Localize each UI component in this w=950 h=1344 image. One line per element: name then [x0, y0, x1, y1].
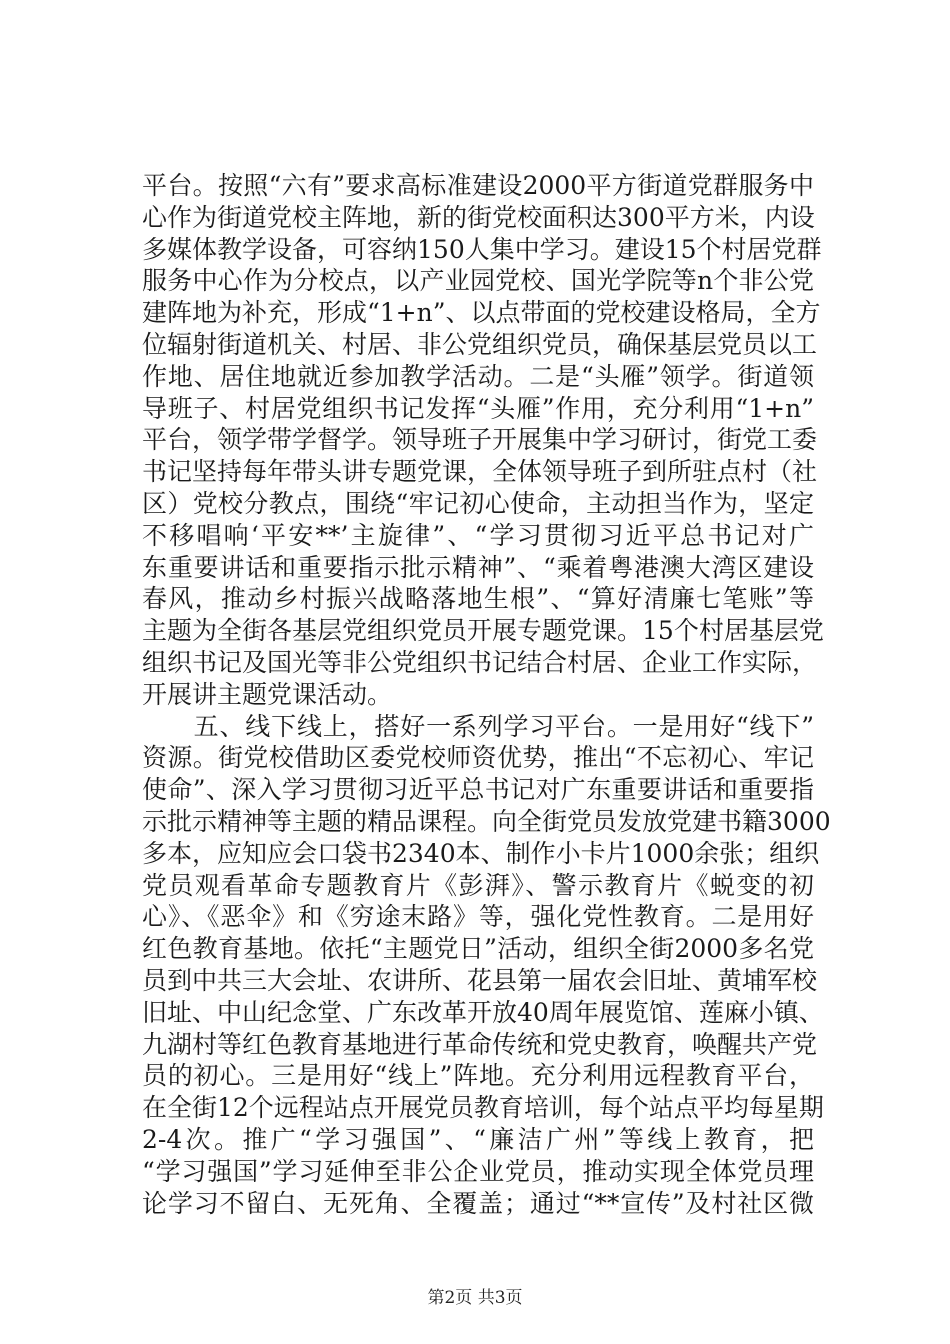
text-line: 组织书记及国光等非公党组织书记结合村居、企业工作实际， [142, 647, 818, 677]
text-line: 心》、《恶伞》和《穷途末路》等，强化党性教育。二是用好 [142, 902, 814, 932]
text-line: 多媒体教学设备，可容纳150人集中学习。建设15个村居党群 [142, 234, 822, 264]
text-line: 多本，应知应会口袋书2340本、制作小卡片1000余张；组织 [142, 838, 820, 868]
text-line: 主题为全街各基层党组织党员开展专题党课。15个村居基层党 [142, 616, 824, 646]
text-line: 建阵地为补充，形成“1+n”、以点带面的党校建设格局，全方 [142, 298, 821, 328]
text-line: 在全街12个远程站点开展党员教育培训，每个站点平均每星期 [142, 1093, 824, 1123]
text-line: 五、线下线上，搭好一系列学习平台。一是用好“线下” [142, 711, 814, 741]
text-line: 服务中心作为分校点，以产业园党校、国光学院等n个非公党 [142, 266, 814, 296]
text-line: 资源。街党校借助区委党校师资优势，推出“不忘初心、牢记 [142, 743, 814, 773]
text-line: 九湖村等红色教育基地进行革命传统和党史教育，唤醒共产党 [142, 1029, 818, 1059]
page-footer: 第2页 共3页 [427, 1288, 523, 1308]
text-line: 平台，领学带学督学。领导班子开展集中学习研讨，街党工委 [142, 425, 818, 455]
text-line: 论学习不留白、无死角、全覆盖；通过“**宣传”及村社区微 [142, 1188, 814, 1218]
text-line: 春风，推动乡村振兴战略落地生根”、“算好清廉七笔账”等 [142, 584, 814, 614]
text-line: 东重要讲话和重要指示批示精神”、“乘着粤港澳大湾区建设 [142, 552, 814, 582]
text-line: 旧址、中山纪念堂、广东改革开放40周年展览馆、莲麻小镇、 [142, 997, 824, 1027]
text-line: 使命”、深入学习贯彻习近平总书记对广东重要讲话和重要指 [142, 775, 814, 805]
text-line: 示批示精神等主题的精品课程。向全街党员发放党建书籍3000 [142, 806, 831, 836]
text-line: 区）党校分教点，围绕“牢记初心使命，主动担当作为，坚定 [142, 488, 814, 518]
text-line: 作地、居住地就近参加教学活动。二是“头雁”领学。街道领 [142, 361, 814, 391]
text-line: 党员观看革命专题教育片《彭湃》、警示教育片《蜕变的初 [142, 870, 814, 900]
text-line: 红色教育基地。依托“主题党日”活动，组织全街2000多名党 [142, 934, 814, 964]
text-line: 员的初心。三是用好“线上”阵地。充分利用远程教育平台， [142, 1061, 814, 1091]
text-line: “学习强国”学习延伸至非公企业党员，推动实现全体党员理 [142, 1156, 814, 1186]
text-line: 位辐射街道机关、村居、非公党组织党员，确保基层党员以工 [142, 329, 818, 359]
text-line: 开展讲主题党课活动。 [142, 679, 393, 709]
text-line: 平台。按照“六有”要求高标准建设2000平方街道党群服务中 [142, 171, 814, 200]
text-line: 2-4次。推广“学习强国”、“廉洁广州”等线上教育，把 [142, 1124, 814, 1154]
body-text [142, 170, 831, 1219]
text-line: 不移唱响‘平安**’主旋律”、“学习贯彻习近平总书记对广 [142, 520, 814, 550]
text-line: 导班子、村居党组织书记发挥“头雁”作用，充分利用“1+n” [142, 393, 814, 423]
text-line: 员到中共三大会址、农讲所、花县第一届农会旧址、黄埔军校 [142, 965, 818, 995]
text-line: 书记坚持每年带头讲专题党课，全体领导班子到所驻点村（社 [142, 457, 818, 487]
text-line: 心作为街道党校主阵地，新的街党校面积达300平方米，内设 [142, 202, 815, 232]
